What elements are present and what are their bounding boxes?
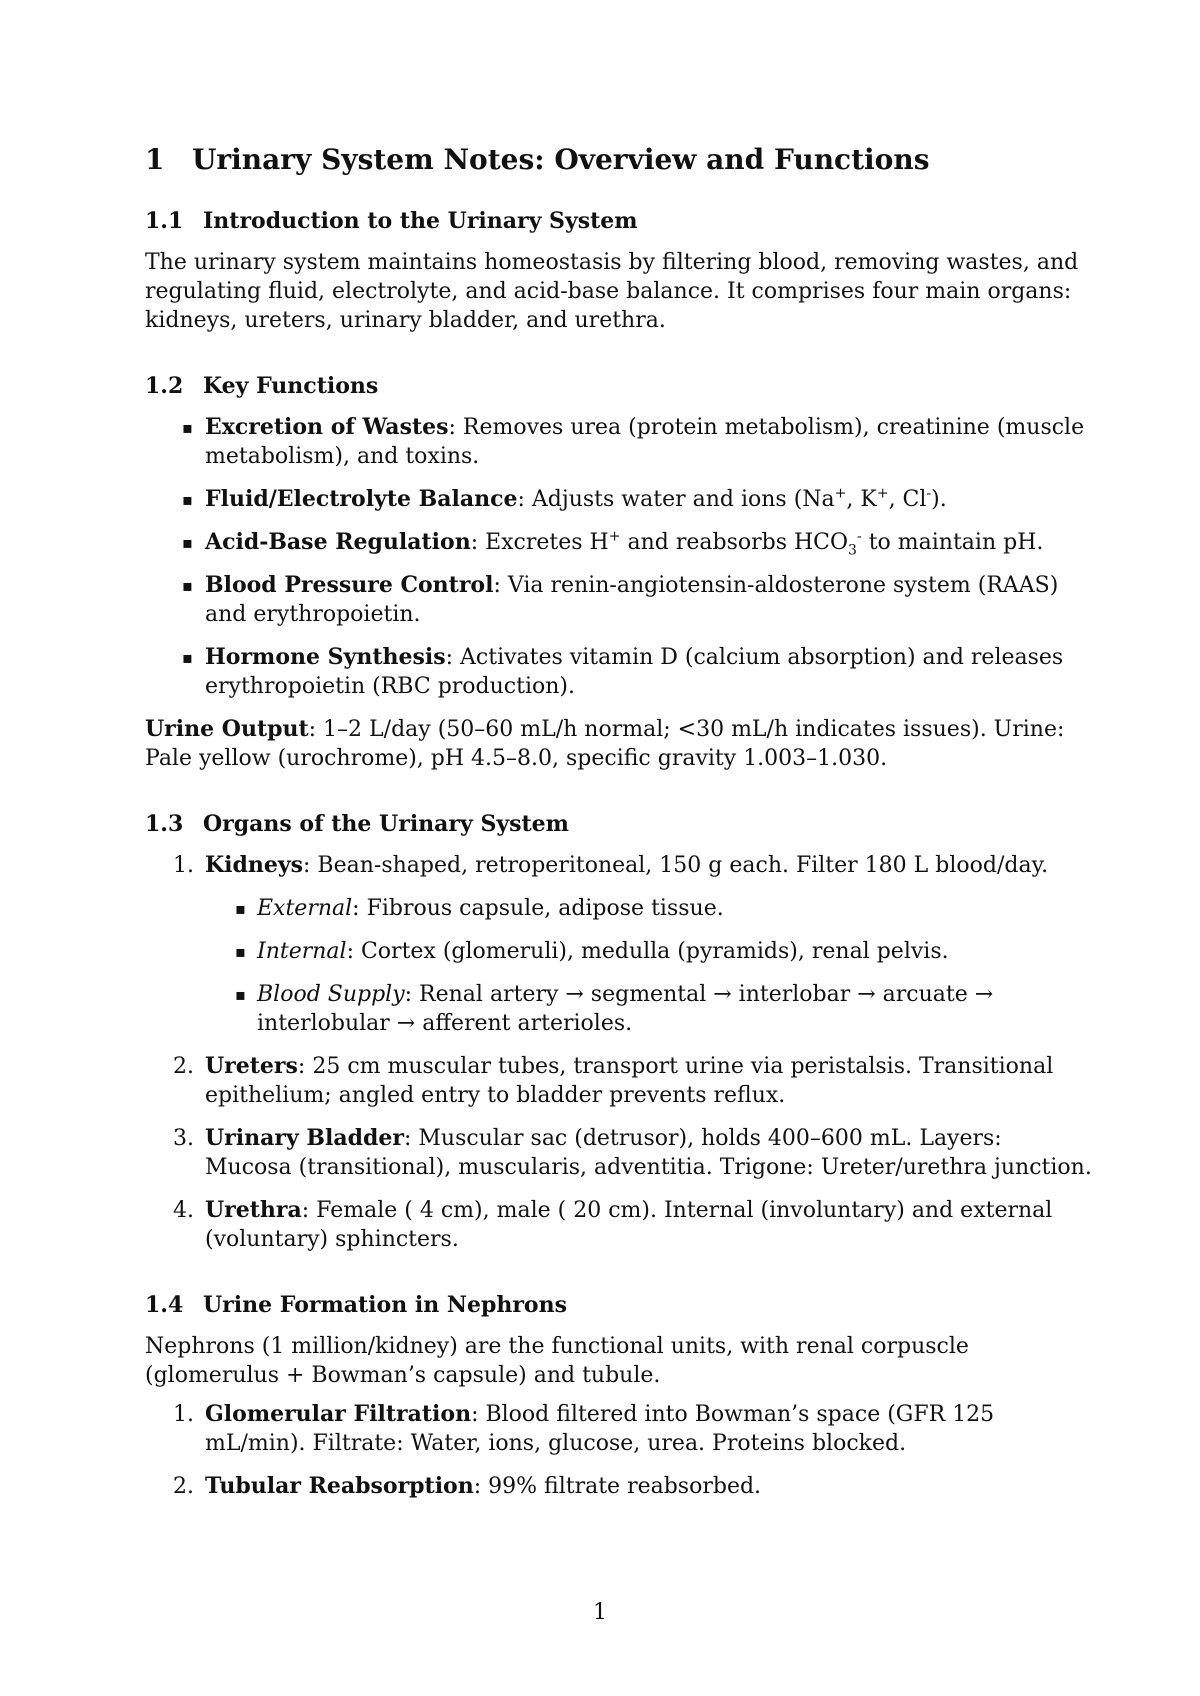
paragraph: The urinary system maintains homeostasis by filtering blood, removing wastes, and regulating fluid, electrolyte, and acid-base balance. It comprises four main organs: kidneys, ureters, urinary bladder, and urethra. bbox=[145, 250, 1079, 333]
section-nephrons bbox=[145, 1290, 1095, 1501]
item-number: 1. bbox=[173, 1402, 194, 1427]
sub-list-item bbox=[205, 937, 1095, 966]
section-number: 1.3 bbox=[145, 811, 184, 837]
item-text: : Excretes H bbox=[470, 530, 609, 555]
item-term: Urine Output bbox=[145, 716, 309, 742]
item-text: : 1–2 L/day (50–60 mL/h normal; <30 mL/h indicates issues). Urine: Pale yellow (urochrome), pH 4.5–8.0, specific gravity 1.003–1.030. bbox=[145, 717, 1065, 771]
title-number: 1 bbox=[145, 143, 165, 176]
sub-list-item bbox=[205, 894, 1095, 923]
item-term: Urethra bbox=[205, 1197, 302, 1223]
list-item bbox=[145, 1472, 1095, 1501]
item-text: : Activates vitamin D (calcium absorption) and releases erythropoietin (RBC production). bbox=[205, 645, 1064, 699]
list-item bbox=[145, 1124, 1095, 1182]
item-term: Urinary Bladder bbox=[205, 1125, 404, 1151]
item-term: Fluid/Electrolyte Balance bbox=[205, 486, 518, 512]
item-number: 1. bbox=[173, 853, 194, 878]
section-organs bbox=[145, 809, 1095, 1254]
item-text: : Adjusts water and ions (Na bbox=[517, 487, 835, 512]
section-heading bbox=[145, 206, 1095, 236]
item-text: : Via renin-angiotensin-aldosterone system (RAAS) and erythropoietin. bbox=[205, 573, 1059, 627]
list-item bbox=[145, 528, 1095, 557]
section-title: Key Functions bbox=[203, 373, 379, 399]
item-term: Blood Supply bbox=[257, 982, 405, 1007]
list-item bbox=[145, 1400, 1095, 1458]
page-number: 1 bbox=[593, 1600, 607, 1625]
item-number: 2. bbox=[173, 1054, 194, 1079]
section-key-functions bbox=[145, 371, 1095, 773]
section-heading bbox=[145, 809, 1095, 839]
item-text: : Cortex (glomeruli), medulla (pyramids), renal pelvis. bbox=[346, 939, 949, 964]
item-text: : Bean-shaped, retroperitoneal, 150 g each. Filter 180 L blood/day. bbox=[303, 853, 1049, 878]
superscript: + bbox=[876, 485, 889, 502]
list-item bbox=[145, 1196, 1095, 1254]
list-item bbox=[145, 851, 1095, 1038]
item-text: , K bbox=[846, 487, 877, 512]
page-title bbox=[145, 140, 1095, 180]
item-term: Blood Pressure Control bbox=[205, 572, 494, 598]
subscript: 3 bbox=[848, 542, 857, 559]
section-number: 1.2 bbox=[145, 373, 184, 399]
section-heading bbox=[145, 371, 1095, 401]
section-title: Introduction to the Urinary System bbox=[203, 208, 638, 234]
list-item bbox=[145, 413, 1095, 471]
item-term: Kidneys bbox=[205, 852, 304, 878]
list-item bbox=[145, 1052, 1095, 1110]
paragraph: Nephrons (1 million/kidney) are the functional units, with renal corpuscle (glomerulus + Bowman’s capsule) and tubule. bbox=[145, 1334, 969, 1388]
item-number: 2. bbox=[173, 1474, 194, 1499]
item-number: 4. bbox=[173, 1198, 194, 1223]
title-text: Urinary System Notes: Overview and Functions bbox=[192, 143, 930, 176]
section-title: Organs of the Urinary System bbox=[203, 811, 569, 837]
item-text: , Cl bbox=[888, 487, 927, 512]
item-term: Acid-Base Regulation bbox=[205, 529, 471, 555]
item-text: : Fibrous capsule, adipose tissue. bbox=[352, 896, 724, 921]
item-term: Tubular Reabsorption bbox=[205, 1473, 474, 1499]
item-text: : 99% filtrate reabsorbed. bbox=[473, 1474, 762, 1499]
item-text: to maintain pH. bbox=[861, 530, 1044, 555]
section-number: 1.4 bbox=[145, 1292, 184, 1318]
section-introduction bbox=[145, 206, 1095, 335]
functions-list bbox=[145, 413, 1095, 701]
superscript: - bbox=[926, 485, 932, 502]
section-number: 1.1 bbox=[145, 208, 184, 234]
item-text: : Female ( 4 cm), male ( 20 cm). Internal (involuntary) and external (voluntary) sphincters. bbox=[205, 1198, 1053, 1252]
item-text: : Blood filtered into Bowman’s space (GFR 125 mL/min). Filtrate: Water, ions, glucose, urea. Proteins blocked. bbox=[205, 1402, 995, 1456]
item-term: Glomerular Filtration bbox=[205, 1401, 472, 1427]
superscript: - bbox=[856, 528, 862, 545]
list-item bbox=[145, 643, 1095, 701]
item-text: ). bbox=[931, 487, 947, 512]
kidney-sublist bbox=[205, 894, 1095, 1038]
item-text: : Renal artery → segmental → interlobar → arcuate → interlobular → afferent arterioles. bbox=[257, 982, 994, 1036]
sub-list-item bbox=[205, 980, 1095, 1038]
urine-output-paragraph bbox=[145, 715, 1095, 773]
item-text: and reabsorbs HCO bbox=[620, 530, 849, 555]
item-number: 3. bbox=[173, 1126, 194, 1151]
item-term: Internal bbox=[257, 939, 347, 964]
superscript: + bbox=[834, 485, 847, 502]
item-text: : Removes urea (protein metabolism), creatinine (muscle metabolism), and toxins. bbox=[205, 415, 1085, 469]
nephron-steps-list bbox=[145, 1400, 1095, 1501]
list-item bbox=[145, 485, 1095, 514]
item-term: Excretion of Wastes bbox=[205, 414, 449, 440]
item-text: : Muscular sac (detrusor), holds 400–600 mL. Layers: Mucosa (transitional), muscularis, adventitia. Trigone: Ureter/urethra junction. bbox=[205, 1126, 1092, 1180]
item-text: : 25 cm muscular tubes, transport urine via peristalsis. Transitional epithelium; angled entry to bladder prevents reflux. bbox=[205, 1054, 1054, 1108]
superscript: + bbox=[608, 528, 621, 545]
organs-list bbox=[145, 851, 1095, 1254]
list-item bbox=[145, 571, 1095, 629]
item-term: Ureters bbox=[205, 1053, 298, 1079]
section-title: Urine Formation in Nephrons bbox=[203, 1292, 567, 1318]
content bbox=[145, 140, 1095, 1537]
item-term: External bbox=[257, 896, 353, 921]
item-term: Hormone Synthesis bbox=[205, 644, 446, 670]
section-heading bbox=[145, 1290, 1095, 1320]
